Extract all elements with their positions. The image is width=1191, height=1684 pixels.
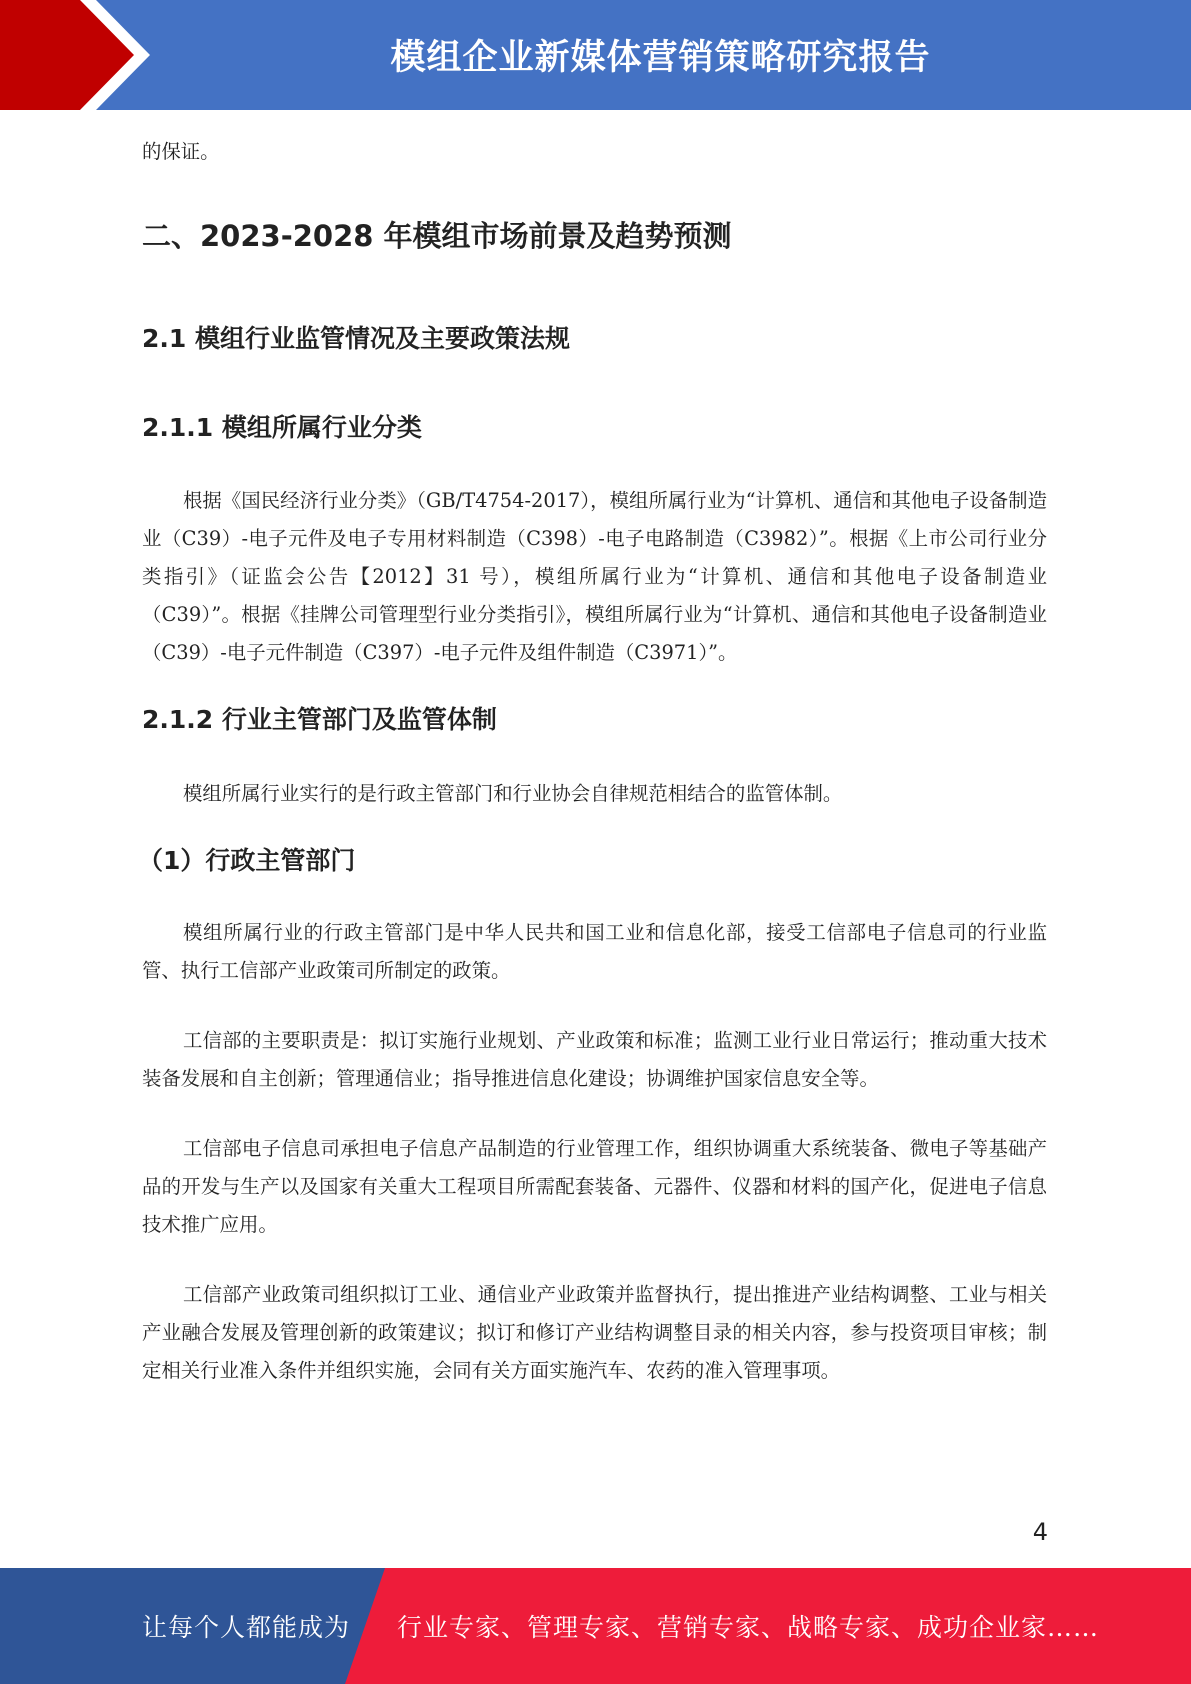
subsection-2-1-2-title: 2.1.2 行业主管部门及监管体制 [142, 705, 497, 734]
paragraph-admin-3: 工信部电子信息司承担电子信息产品制造的行业管理工作，组织协调重大系统装备、微电子等基础产品的开发与生产以及国家有关重大工程项目所需配套装备、元器件、仪器和材料的国产化，促进电子信息技术推广应用。 [142, 1137, 1047, 1236]
intro-text: 的保证。 [142, 140, 220, 163]
section-title: 二、2023-2028 年模组市场前景及趋势预测 [142, 219, 732, 253]
paragraph-admin-2: 工信部的主要职责是：拟订实施行业规划、产业政策和标准；监测工业行业日常运行；推动重大技术装备发展和自主创新；管理通信业；指导推进信息化建设；协调维护国家信息安全等。 [142, 1029, 1047, 1090]
page-footer [0, 1568, 1191, 1684]
heading-admin-department: （1）行政主管部门 [138, 846, 356, 875]
paragraph-admin-1: 模组所属行业的行政主管部门是中华人民共和国工业和信息化部，接受工信部电子信息司的行业监管、执行工信部产业政策司所制定的政策。 [142, 921, 1047, 982]
header-title: 模组企业新媒体营销策略研究报告 [390, 38, 931, 78]
paragraph-admin-4: 工信部产业政策司组织拟订工业、通信业产业政策并监督执行，提出推进产业结构调整、工业与相关产业融合发展及管理创新的政策建议；拟订和修订产业结构调整目录的相关内容，参与投资项目审核；制定相关行业准入条件并组织实施，会同有关方面实施汽车、农药的准入管理事项。 [142, 1283, 1047, 1382]
paragraph-regulation: 模组所属行业实行的是行政主管部门和行业协会自律规范相结合的监管体制。 [183, 782, 843, 805]
page-header [0, 0, 1191, 110]
subsection-2-1-title: 2.1 模组行业监管情况及主要政策法规 [142, 324, 570, 353]
subsection-2-1-1-title: 2.1.1 模组所属行业分类 [142, 413, 422, 442]
footer-slogan-left: 让每个人都能成为 [142, 1613, 351, 1642]
page-number: 4 [1032, 1518, 1048, 1546]
paragraph-classification: 根据《国民经济行业分类》（GB/T4754-2017），模组所属行业为“计算机、通信和其他电子设备制造业（C39）-电子元件及电子专用材料制造（C398）-电子电路制造（C3982）”。根据《上市公司行业分类指引》（证监会公告【2012】31 号），模组所属行业为“计算机、通信和其他电子设备制造业（C39）”。根据《挂牌公司管理型行业分类指引》，模组所属行业为“计算机、通信和其他电子设备制造业（C39）-电子元件制造（C397）-电子元件及组件制造（C3971）”。 [142, 489, 1047, 664]
footer-slogan-right: 行业专家、管理专家、营销专家、战略专家、成功企业家…… [397, 1613, 1100, 1642]
